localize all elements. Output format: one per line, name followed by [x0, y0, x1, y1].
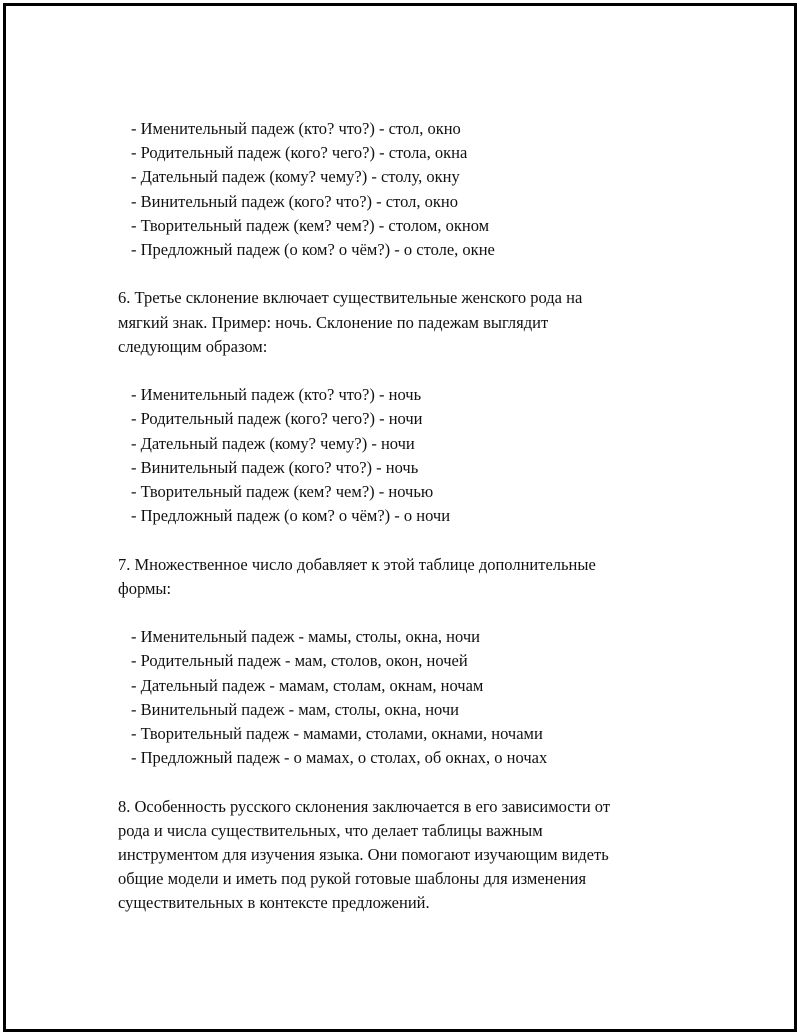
case-list-second-declension — [118, 117, 698, 262]
list-item: - Дательный падеж (кому? чему?) - столу, окну — [131, 167, 460, 187]
list-item: - Дательный падеж - мамам, столам, окнам, ночам — [131, 675, 484, 695]
list-item: - Творительный падеж (кем? чем?) - ночью — [131, 482, 434, 502]
paragraph-line: следующим образом: — [118, 336, 268, 356]
paragraph-7 — [118, 553, 698, 601]
document-body — [118, 117, 698, 916]
list-item: - Винительный падеж - мам, столы, окна, ночи — [131, 699, 460, 719]
paragraph-line: существительных в контексте предложений. — [118, 893, 430, 913]
paragraph-line: мягкий знак. Пример: ночь. Склонение по падежам выглядит — [118, 312, 549, 332]
list-item: - Родительный падеж - мам, столов, окон, ночей — [131, 651, 468, 671]
paragraph-8 — [118, 795, 698, 916]
paragraph-line: инструментом для изучения языка. Они помогают изучающим видеть — [118, 845, 609, 865]
paragraph-line: формы: — [118, 578, 172, 598]
case-list-third-declension — [118, 383, 698, 528]
list-item: - Родительный падеж (кого? чего?) - стола, окна — [131, 143, 468, 163]
list-item: - Родительный падеж (кого? чего?) - ночи — [131, 409, 423, 429]
spacer — [118, 601, 698, 625]
list-item: - Именительный падеж (кто? что?) - ночь — [131, 385, 422, 405]
paragraph-6 — [118, 286, 698, 359]
paragraph-line: 7. Множественное число добавляет к этой таблице дополнительные — [118, 554, 596, 574]
paragraph-line: 8. Особенность русского склонения заключается в его зависимости от — [118, 796, 611, 816]
spacer — [118, 262, 698, 286]
list-item: - Именительный падеж (кто? что?) - стол, окно — [131, 119, 461, 138]
list-item: - Предложный падеж (о ком? о чём?) - о ночи — [131, 506, 451, 526]
paragraph-line: общие модели и иметь под рукой готовые шаблоны для изменения — [118, 869, 587, 889]
paragraph-line: 6. Третье склонение включает существительные женского рода на — [118, 288, 583, 308]
list-item: - Дательный падеж (кому? чему?) - ночи — [131, 433, 415, 453]
list-item: - Именительный падеж - мамы, столы, окна, ночи — [131, 627, 480, 647]
list-item: - Творительный падеж (кем? чем?) - столом, окном — [131, 215, 490, 235]
case-list-plural — [118, 625, 698, 770]
spacer — [118, 528, 698, 552]
list-item: - Винительный падеж (кого? что?) - ночь — [131, 457, 419, 477]
list-item: - Творительный падеж - мамами, столами, окнами, ночами — [131, 724, 543, 744]
spacer — [118, 359, 698, 383]
list-item: - Предложный падеж - о мамах, о столах, об окнах, о ночах — [131, 748, 548, 768]
list-item: - Винительный падеж (кого? что?) - стол, окно — [131, 191, 458, 211]
list-item: - Предложный падеж (о ком? о чём?) - о столе, окне — [131, 240, 495, 260]
paragraph-line: рода и числа существительных, что делает таблицы важным — [118, 820, 543, 840]
spacer — [118, 770, 698, 794]
